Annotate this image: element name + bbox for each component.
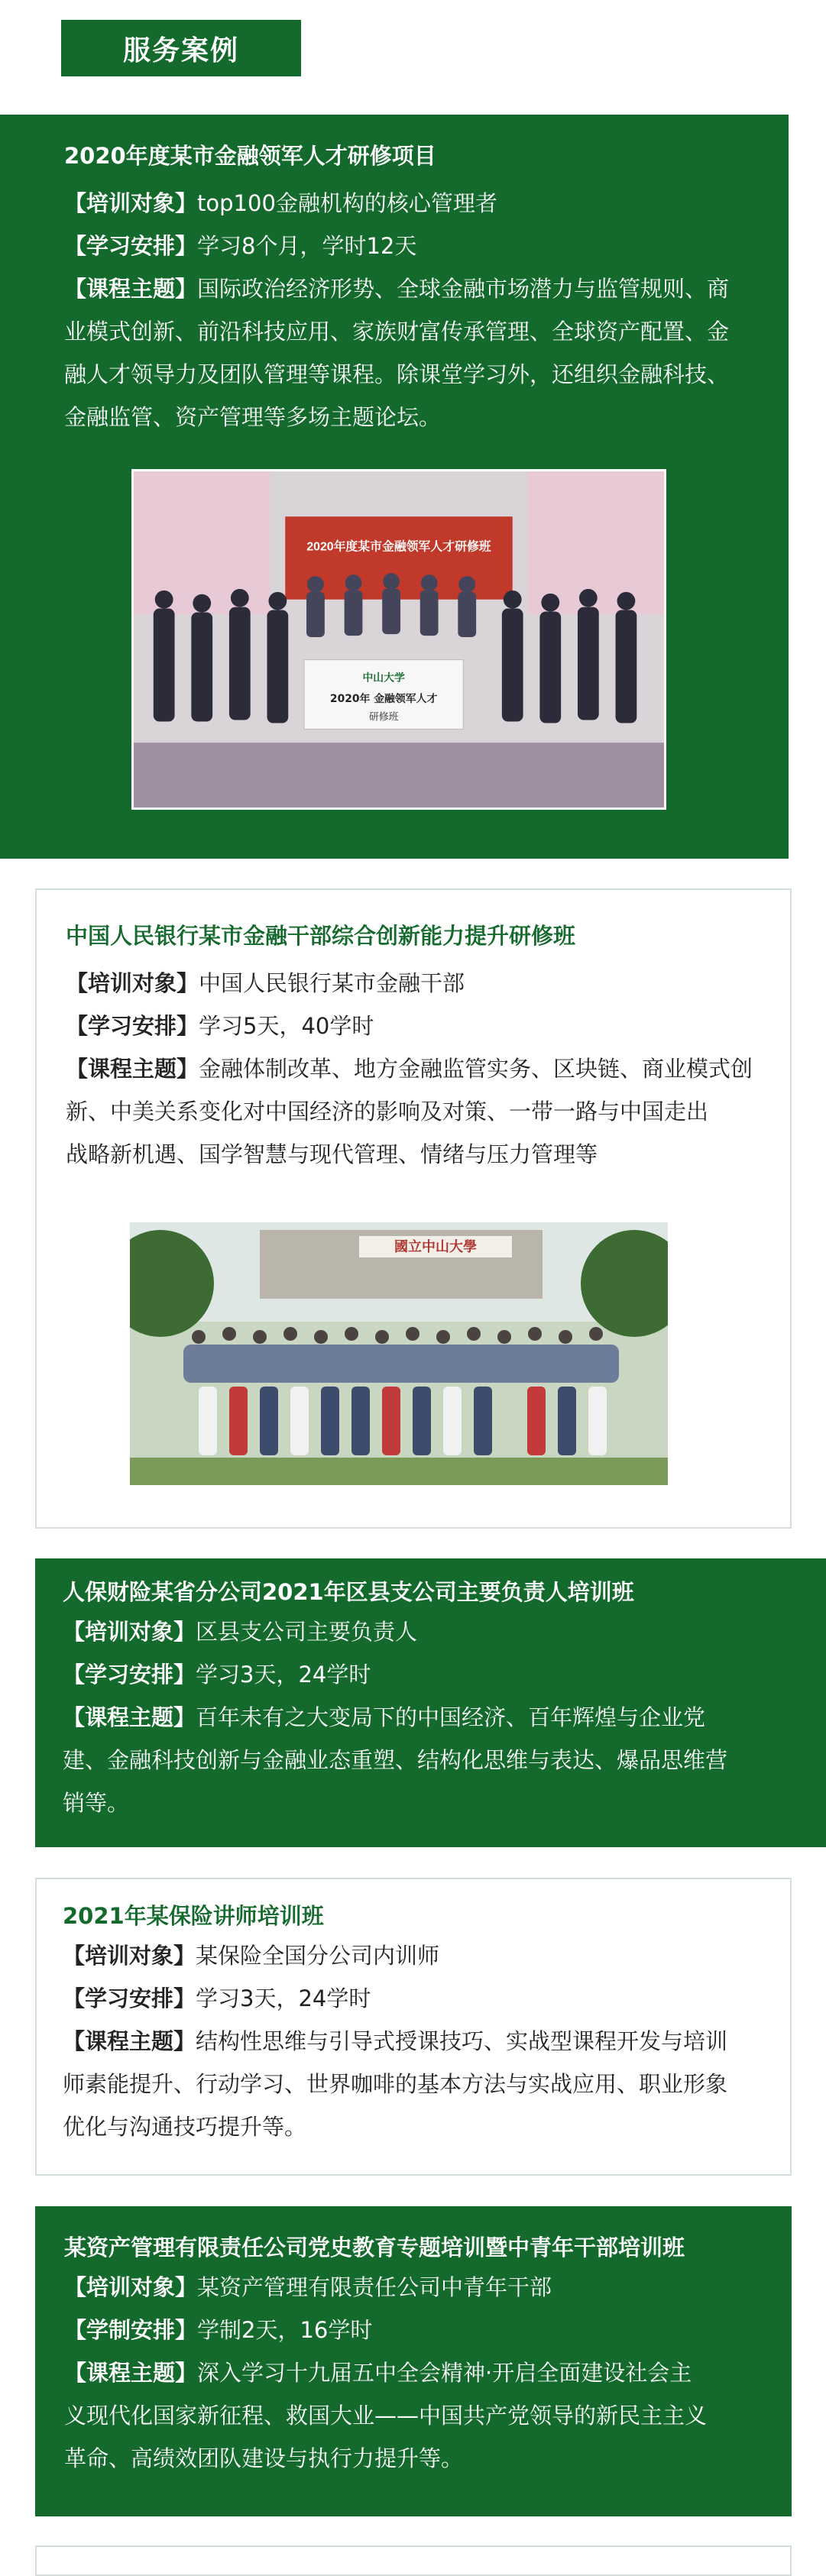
case-line: 销等。 [63, 1790, 130, 1816]
case-line: 【学习安排】学习5天，40学时 [66, 1013, 374, 1039]
photo-backdrop-text: 2020年度某市金融领军人才研修班 [306, 540, 491, 554]
case-line: 新、中美关系变化对中国经济的影响及对策、一带一路与中国走出 [66, 1099, 709, 1125]
case-title: 人保财险某省分公司2021年区县支公司主要负责人培训班 [63, 1579, 634, 1605]
case-line: 金融监管、资产管理等多场主题论坛。 [64, 404, 442, 430]
case-line: 融人才领导力及团队管理等课程。除课堂学习外，还组织金融科技、 [64, 361, 730, 387]
case-line: 【学习安排】学习8个月，学时12天 [64, 233, 417, 259]
case-line: 义现代化国家新征程、救国大业——中国共产党领导的新民主主义 [64, 2403, 708, 2429]
case-title: 2021年某保险讲师培训班 [63, 1903, 324, 1929]
case-line: 【培训对象】top100金融机构的核心管理者 [64, 190, 497, 216]
case-line: 【培训对象】某资产管理有限责任公司中青年干部 [64, 2274, 552, 2300]
case-line: 革命、高绩效团队建设与执行力提升等。 [64, 2445, 464, 2471]
case-line: 【培训对象】某保险全国分公司内训师 [63, 1943, 440, 1969]
case-card-4 [35, 1878, 792, 2176]
case-title: 某资产管理有限责任公司党史教育专题培训暨中青年干部培训班 [64, 2235, 685, 2260]
case-line: 【学制安排】学制2天，16学时 [64, 2317, 373, 2343]
case-card-3 [35, 1558, 826, 1847]
case-line: 【课程主题】金融体制改革、地方金融监管实务、区块链、商业模式创 [66, 1056, 753, 1082]
case-line: 【课程主题】国际政治经济形势、全球金融市场潜力与监管规则、商 [64, 276, 730, 302]
photo-gate-text: 國立中山大學 [394, 1239, 477, 1255]
case-line: 【课程主题】百年未有之大变局下的中国经济、百年辉煌与企业党 [63, 1704, 706, 1730]
case-line: 【课程主题】结构性思维与引导式授课技巧、实战型课程开发与培训 [63, 2028, 728, 2054]
case-line: 业模式创新、前沿科技应用、家族财富传承管理、全球资产配置、金 [64, 319, 730, 345]
case-line: 【学习安排】学习3天，24学时 [63, 1662, 371, 1688]
section-title: 服务案例 [61, 20, 301, 76]
case-card-5 [35, 2206, 792, 2516]
case-line: 【培训对象】中国人民银行某市金融干部 [66, 970, 465, 996]
case-title: 2020年度某市金融领军人才研修项目 [64, 143, 436, 169]
case-photo-1 [131, 469, 666, 810]
banner-line-2: 研修班 [368, 711, 399, 723]
case-title: 中国人民银行某市金融干部综合创新能力提升研修班 [66, 923, 576, 949]
case-line: 优化与沟通技巧提升等。 [63, 2114, 307, 2140]
banner-line-1: 2020年 金融领军人才 [329, 692, 438, 705]
case-card-6-partial [35, 2545, 792, 2576]
case-line: 战略新机遇、国学智慧与现代管理、情绪与压力管理等 [66, 1141, 598, 1167]
case-line: 【培训对象】区县支公司主要负责人 [63, 1619, 418, 1645]
case-line: 【课程主题】深入学习十九届五中全会精神·开启全面建设社会主 [64, 2360, 692, 2386]
case-line: 【学习安排】学习3天，24学时 [63, 1985, 371, 2011]
case-line: 师素能提升、行动学习、世界咖啡的基本方法与实战应用、职业形象 [63, 2071, 728, 2097]
banner-logo-text: 中山大学 [362, 672, 405, 684]
case-photo-2 [130, 1222, 668, 1485]
case-line: 建、金融科技创新与金融业态重塑、结构化思维与表达、爆品思维营 [63, 1747, 728, 1773]
